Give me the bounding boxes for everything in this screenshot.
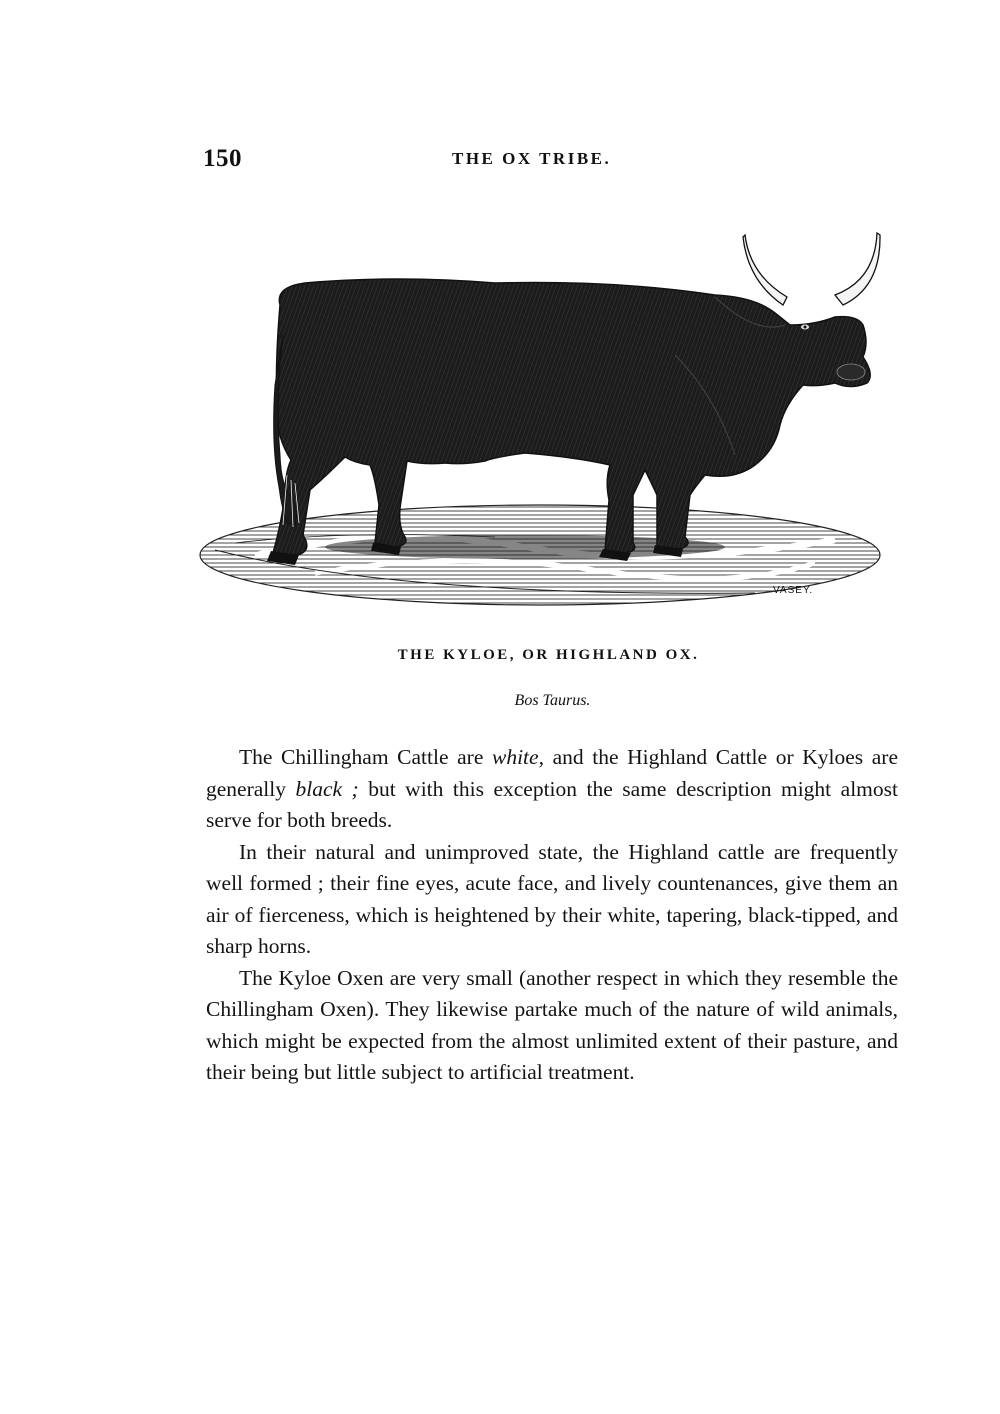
left-horn <box>743 235 787 305</box>
body-text <box>206 742 898 1089</box>
emphasis-black: black ; <box>295 776 359 801</box>
paragraph-3: The Kyloe Oxen are very small (another respect in which they resemble the Chillingham Oxen). They likewise partake much of the nature of wild animals, which might be expected from the almost unlimited extent of their pasture, and their being but little subject to artificial treatment. <box>206 965 898 1084</box>
right-horn <box>835 233 880 305</box>
running-head: THE OX TRIBE. <box>452 149 612 168</box>
figure-caption: THE KYLOE, OR HIGHLAND OX. <box>397 647 700 663</box>
emphasis-white: white, <box>491 745 544 769</box>
paragraph-1: The Chillingham Cattle are white, and the Highland Cattle or Kyloes are generally black ; but with this exception the same description might almost serve for both breeds. <box>206 745 898 832</box>
engraver-signature: VASEY. <box>773 585 814 596</box>
latin-name: Bos Taurus. <box>514 692 591 709</box>
page-number: 150 <box>203 145 242 172</box>
paragraph-2: In their natural and unimproved state, the Highland cattle are frequently well formed ; their fine eyes, acute face, and lively countenances, give them an air of fierceness, which is heightened by their white, tapering, black-tipped, and sharp horns. <box>206 839 898 958</box>
highland-ox-engraving <box>195 225 895 615</box>
